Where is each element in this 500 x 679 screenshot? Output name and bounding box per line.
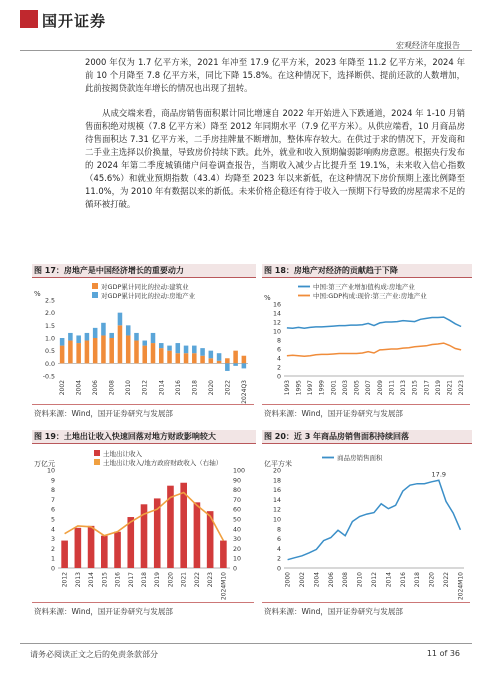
bar-segment — [167, 346, 172, 351]
y-tick-label: 2 — [276, 364, 281, 372]
y-axis-unit-label: % — [34, 290, 41, 298]
bar-segment — [85, 333, 90, 341]
bar-segment — [151, 343, 156, 363]
bar-segment — [118, 313, 123, 326]
legend-swatch — [94, 459, 100, 465]
bar — [75, 528, 82, 568]
bar-segment — [209, 358, 214, 363]
paragraph-2: 从成交端来看，商品房销售面积累计同比增速自 2022 年开始进入下跌通道，2024 年 1-10 月销售面积绝对规模（7.8 亿平方米）降至 2012 年同期水平（7.9 亿平方米）。从供应端看，10 月商品房待售面积达 7.31 亿平方米，二手房挂牌量不断增加，整体库存较大。在供过于求的情况下，开发商和二手业主选择以价换量，导致房价持续下跌。此外，就业和收入预期偏弱影响购房意愿。根据央行发布的 2024 年第二季度城镇储户问卷调查报告，当期收入减少占比提升至 19.1%，未来收入信心指数（45.6%）和就业预期指数（43.4）均降至 2023 年以来新低，在这种情况下房价预期上涨比例降至 11.0%，为 2010 年有数据以来的新低。未来价格企稳还有待于收入一预期下行导致的房屋需求不足的循环被打破。 — [85, 108, 465, 209]
bar-segment — [93, 338, 98, 363]
y-tick-label: 14 — [272, 496, 281, 504]
x-tick-label: 2022 — [224, 380, 232, 396]
figure-19-title: 图 19：土地出让收入快速回落对地方财政影响较大 — [32, 430, 256, 444]
header-divider — [20, 50, 472, 51]
y-axis-unit-label: % — [264, 294, 271, 302]
bar-segment — [109, 338, 114, 363]
x-tick-label: 2008 — [342, 572, 350, 588]
y-tick-label: 0 — [276, 565, 281, 573]
figure-18-title: 图 18：房地产对经济的贡献趋于下降 — [262, 264, 472, 278]
x-tick-label: 2001 — [330, 380, 338, 396]
legend-label: 土地出让收入 — [103, 450, 142, 458]
bar — [220, 541, 227, 568]
bar-segment — [176, 353, 181, 363]
figure-20-title: 图 20：近 3 年商品房销售面积持续回落 — [262, 430, 472, 444]
bar-segment — [225, 358, 230, 363]
x-tick-label: 2004 — [313, 572, 321, 588]
x-tick-label: 2014 — [385, 572, 393, 588]
bar-segment — [76, 343, 81, 363]
y-tick-label: 12 — [272, 319, 281, 327]
y-axis-unit-label: 万亿元 — [34, 460, 55, 468]
legend-swatch — [92, 292, 98, 298]
bar-segment — [68, 333, 73, 341]
bar-segment — [142, 346, 147, 364]
y-tick-label: 10 — [46, 467, 55, 475]
x-tick-label: 1995 — [295, 380, 303, 396]
x-tick-label: 2014 — [88, 572, 96, 588]
x-tick-label: 1999 — [318, 380, 326, 396]
x-tick-label: 2015 — [411, 380, 419, 396]
x-tick-label: 2012 — [61, 572, 69, 588]
legend-label: 土地出让收入/地方政府财政收入（右轴） — [103, 459, 223, 467]
y-tick-label: 2 — [50, 545, 55, 553]
bar-segment — [242, 356, 247, 364]
x-tick-label: 2017 — [423, 380, 431, 396]
y-axis-unit-label: 亿平方米 — [264, 460, 292, 468]
x-tick-label: 2023 — [458, 380, 466, 396]
y-tick-label: 6 — [50, 506, 55, 514]
y2-tick-label: 50 — [233, 516, 242, 524]
figure-19-source: 资料来源：Wind，国开证券研究与发展部 — [34, 607, 173, 616]
footer-disclaimer: 请务必阅读正文之后的免责条款部分 — [30, 650, 158, 659]
x-tick-label: 2016 — [174, 380, 182, 396]
legend-label: 商品房销售面积 — [337, 454, 383, 462]
y-tick-label: 7 — [50, 496, 55, 504]
y-tick-label: 4 — [276, 545, 281, 553]
x-tick-label: 2010 — [356, 572, 364, 588]
bar-segment — [225, 363, 230, 371]
y2-tick-label: 20 — [233, 545, 242, 553]
y-tick-label: 1.0 — [44, 335, 55, 343]
bar-segment — [134, 333, 139, 341]
x-tick-label: 2018 — [141, 572, 148, 588]
brand-logo-mark — [20, 10, 38, 28]
y2-tick-label: 80 — [233, 487, 242, 495]
y-tick-label: 2.0 — [44, 310, 55, 318]
y-tick-label: 14 — [272, 310, 281, 318]
x-tick-label: 2018 — [191, 380, 199, 396]
x-tick-label: 2012 — [371, 572, 378, 588]
figure-17-title: 图 17：房地产是中国经济增长的重要动力 — [32, 264, 256, 278]
report-section-label: 宏观经济年度报告 — [396, 41, 460, 50]
y-tick-label: 3 — [50, 536, 55, 544]
legend-label: 中国:第三产业增加值构成:房地产业 — [313, 283, 415, 291]
x-tick-label: 2018 — [414, 572, 422, 588]
x-tick-label: 2016 — [114, 572, 122, 588]
page-number: 11 of 36 — [426, 649, 460, 658]
x-tick-label: 2013 — [74, 572, 82, 588]
bar — [194, 502, 201, 568]
bar-segment — [134, 341, 139, 364]
bar-segment — [76, 335, 81, 343]
figure-18-source-divider — [262, 404, 470, 405]
paragraph-1: 2000 年仅为 1.7 亿平方米，2021 年冲至 17.9 亿平方米，2023 年降至 11.2 亿平方米，2024 年前 10 个月降至 7.8 亿平方米，同比下降 15.8%。在这种情况下，选择断供、提前还款的人数增加，此前按揭贷款连年增长的情况也出现了扭转。 — [85, 57, 465, 93]
y2-tick-label: 60 — [233, 506, 242, 514]
y2-tick-label: 10 — [233, 555, 242, 563]
peak-annotation: 17.9 — [431, 470, 447, 479]
y-tick-label: 16 — [272, 301, 281, 309]
x-tick-label: 2014 — [158, 380, 166, 396]
x-tick-label: 2006 — [327, 572, 335, 588]
x-tick-label: 2004 — [75, 380, 83, 396]
y-tick-label: 5 — [50, 516, 55, 524]
x-tick-label: 2024M10 — [220, 572, 228, 601]
chart-fig17 — [32, 280, 254, 406]
bar-segment — [167, 351, 172, 364]
figure-20-source: 资料来源：Wind，国开证券研究与发展部 — [264, 607, 403, 616]
bar-segment — [176, 343, 181, 353]
x-tick-label: 2020 — [207, 380, 215, 396]
legend-label: 对GDP累计同比的拉动:建筑业 — [101, 283, 189, 291]
y2-tick-label: 0 — [233, 565, 238, 573]
x-tick-label: 1997 — [307, 380, 315, 396]
bar-segment — [60, 346, 65, 364]
bar-segment — [242, 363, 247, 368]
bar — [61, 541, 68, 568]
bar-segment — [200, 348, 205, 356]
y-tick-label: 1.5 — [44, 322, 55, 330]
x-tick-label: 2022 — [443, 572, 450, 588]
x-tick-label: 2011 — [388, 380, 396, 396]
x-tick-label: 2019 — [154, 572, 162, 588]
bar-segment — [233, 351, 238, 364]
y-tick-label: 18 — [272, 477, 281, 485]
bar-segment — [159, 343, 164, 348]
y-tick-label: 6 — [276, 346, 281, 354]
bar-segment — [217, 361, 222, 364]
x-tick-label: 2003 — [341, 380, 349, 396]
x-tick-label: 2024Q3 — [240, 380, 248, 404]
y2-tick-label: 40 — [233, 526, 242, 534]
x-tick-label: 2008 — [108, 380, 116, 396]
x-tick-label: 2024M10 — [457, 572, 465, 601]
x-tick-label: 2012 — [141, 380, 149, 396]
x-tick-label: 2017 — [127, 572, 135, 588]
chart-fig18 — [262, 280, 470, 406]
bar-segment — [192, 353, 197, 363]
bar — [127, 517, 134, 568]
bar — [101, 536, 108, 568]
y-tick-label: 8 — [276, 337, 281, 345]
legend-swatch — [92, 283, 98, 289]
x-tick-label: 2002 — [299, 572, 306, 588]
x-tick-label: 2022 — [193, 572, 201, 588]
bar-segment — [184, 353, 189, 363]
bar-segment — [192, 346, 197, 354]
y-tick-label: 20 — [272, 467, 281, 475]
x-tick-label: 2006 — [92, 380, 100, 396]
x-tick-label: 2000 — [284, 572, 292, 588]
x-tick-label: 2010 — [125, 380, 133, 396]
bar-segment — [184, 346, 189, 354]
x-tick-label: 2023 — [207, 572, 215, 588]
bar — [114, 532, 121, 568]
bar-segment — [126, 335, 131, 363]
bar-segment — [101, 323, 106, 336]
brand-logo-text: 国开证券 — [42, 12, 107, 30]
x-tick-label: 2019 — [434, 380, 442, 396]
bar-segment — [101, 335, 106, 363]
y-tick-label: 4 — [276, 355, 281, 363]
x-tick-label: 2015 — [101, 572, 109, 588]
y-tick-label: -0.5 — [42, 373, 55, 381]
bar-segment — [142, 341, 147, 346]
y-tick-label: 0 — [50, 565, 55, 573]
x-tick-label: 2005 — [353, 380, 361, 396]
y-tick-label: 12 — [272, 506, 281, 514]
x-tick-label: 2020 — [167, 572, 175, 588]
y-tick-label: 0.0 — [44, 360, 55, 368]
x-tick-label: 2002 — [59, 380, 67, 396]
series-line — [287, 317, 461, 328]
y-tick-label: 2.5 — [44, 297, 55, 305]
y-tick-label: 6 — [276, 536, 281, 544]
bar-segment — [217, 353, 222, 361]
legend-label: 中国:GDP构成:现价:第三产业:房地产业 — [313, 292, 427, 300]
y-tick-label: 10 — [272, 516, 281, 524]
bar-segment — [159, 348, 164, 363]
y-tick-label: 8 — [276, 526, 281, 534]
legend-label: 对GDP累计同比的拉动:房地产业 — [101, 292, 196, 300]
bar-segment — [200, 356, 205, 364]
bar-segment — [93, 328, 98, 338]
y2-tick-label: 100 — [233, 467, 246, 475]
legend-swatch — [94, 450, 100, 456]
y-tick-label: 10 — [272, 328, 281, 336]
x-tick-label: 2007 — [365, 380, 373, 396]
figure-17-source: 资料来源：Wind，国开证券研究与发展部 — [34, 409, 173, 418]
bar-segment — [60, 338, 65, 346]
bar-segment — [118, 325, 123, 363]
figure-20-source-divider — [262, 602, 470, 603]
x-tick-label: 2020 — [428, 572, 436, 588]
y-tick-label: 2 — [276, 555, 281, 563]
x-tick-label: 2013 — [400, 380, 408, 396]
bar — [88, 526, 95, 568]
bar-segment — [85, 341, 90, 364]
y-tick-label: 16 — [272, 487, 281, 495]
y2-tick-label: 70 — [233, 496, 242, 504]
chart-fig19 — [32, 446, 254, 604]
figure-18-source: 资料来源：Wind，国开证券研究与发展部 — [264, 409, 403, 418]
y-tick-label: 8 — [50, 487, 55, 495]
series-line — [287, 343, 461, 356]
y-tick-label: 4 — [50, 526, 55, 534]
x-tick-label: 2021 — [180, 572, 188, 588]
chart-fig20 — [262, 446, 470, 604]
x-tick-label: 2009 — [376, 380, 384, 396]
bar-segment — [109, 333, 114, 338]
y-tick-label: 9 — [50, 477, 55, 485]
bar-segment — [233, 363, 238, 366]
series-line — [288, 480, 461, 559]
x-tick-label: 2021 — [446, 380, 454, 396]
y2-tick-label: 30 — [233, 536, 242, 544]
figure-17-source-divider — [32, 404, 254, 405]
y-tick-label: 1 — [50, 555, 55, 563]
figure-19-source-divider — [32, 602, 254, 603]
bar-segment — [126, 325, 131, 335]
y-tick-label: 0 — [276, 373, 281, 381]
footer-divider — [20, 643, 472, 644]
bar-segment — [151, 333, 156, 343]
y2-tick-label: 90 — [233, 477, 242, 485]
x-tick-label: 1993 — [283, 380, 291, 396]
bar-segment — [68, 341, 73, 364]
x-tick-label: 2016 — [399, 572, 407, 588]
y-tick-label: 0.5 — [44, 348, 55, 356]
bar-segment — [209, 351, 214, 359]
